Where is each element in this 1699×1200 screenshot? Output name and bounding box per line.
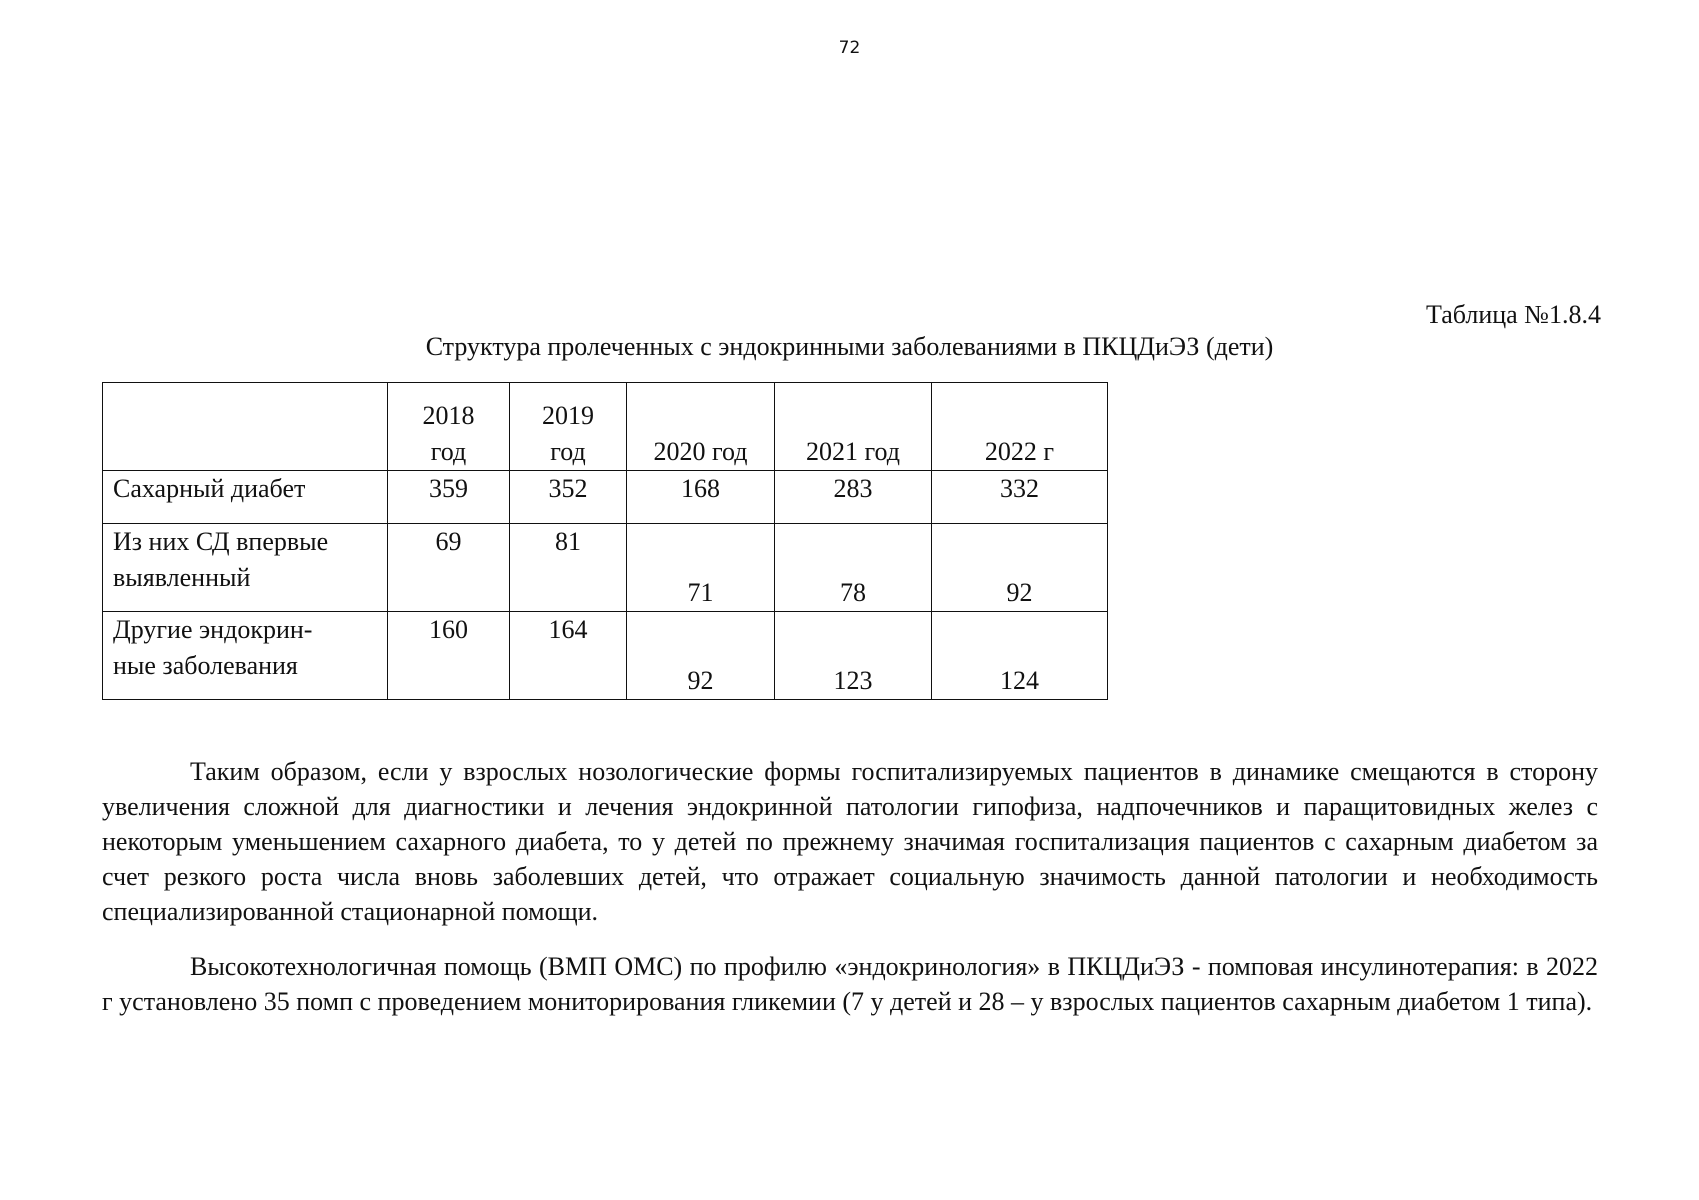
table-cell: 81 [510, 524, 627, 612]
table-row [103, 612, 1108, 700]
table-header-cell [932, 383, 1108, 471]
body-paragraph: Таким образом, если у взрослых нозологические формы госпитализируемых пациентов в динамике смещаются в сторону увеличения сложной для диагностики и лечения эндокринной патологии гипофиза, надпочечников и паращитовидных желез с некоторым уменьшением сахарного диабета, то у детей по прежнему значимая госпитализация пациентов с сахарным диабетом за счет резкого роста числа вновь заболевших детей, что отражает социальную значимость данной патологии и необходимость специализированной стационарной помощи. [102, 757, 1598, 926]
header-line: 2022 г [984, 437, 1055, 466]
table-caption: Структура пролеченных с эндокринными заболеваниями в ПКЦДиЭЗ (дети) [425, 332, 1274, 361]
table-cell: 164 [510, 612, 627, 700]
header-line: год [430, 437, 467, 466]
table-cell: 71 [627, 524, 775, 612]
row-label [103, 524, 388, 612]
table-cell: 168 [627, 471, 775, 524]
table-row [103, 524, 1108, 612]
header-line: 2020 год [653, 437, 748, 466]
header-line: 2021 год [806, 437, 900, 466]
table-cell: 283 [775, 471, 932, 524]
page-number: 72 [838, 38, 861, 58]
table-cell: 123 [775, 612, 932, 700]
body-paragraph: Высокотехнологичная помощь (ВМП ОМС) по профилю «эндокринология» в ПКЦДиЭЗ - помповая инсулинотерапия: в 2022 г установлено 35 помп с проведением мониторирования гликемии (7 у детей и 28 – у взрослых пациентов сахарным диабетом 1 типа). [102, 952, 1598, 1016]
table-cell: 359 [388, 471, 510, 524]
table-cell: 124 [932, 612, 1108, 700]
table-reference: Таблица №1.8.4 [1425, 300, 1601, 329]
row-label-line: выявленный [113, 563, 251, 592]
table-cell: 92 [932, 524, 1108, 612]
table-header-cell [388, 383, 510, 471]
table-cell: 69 [388, 524, 510, 612]
table-cell: 92 [627, 612, 775, 700]
header-line: 2018 [422, 401, 475, 430]
table-header-cell [775, 383, 932, 471]
row-label-line: Другие эндокрин- [113, 615, 313, 644]
data-table [102, 382, 1108, 700]
row-label-line: ные заболевания [113, 651, 298, 680]
table-header-row [103, 383, 1108, 471]
table-cell: 352 [510, 471, 627, 524]
row-label [103, 471, 388, 524]
header-line: 2019 [542, 401, 594, 430]
table-header-cell [627, 383, 775, 471]
table-cell: 160 [388, 612, 510, 700]
table-corner-cell [103, 383, 388, 471]
row-label-line: Из них СД впервые [113, 527, 329, 556]
table-cell: 78 [775, 524, 932, 612]
row-label-line: Сахарный диабет [113, 474, 306, 503]
table-header-cell [510, 383, 627, 471]
header-line: год [550, 437, 586, 466]
table-row [103, 471, 1108, 524]
table-cell: 332 [932, 471, 1108, 524]
row-label [103, 612, 388, 700]
